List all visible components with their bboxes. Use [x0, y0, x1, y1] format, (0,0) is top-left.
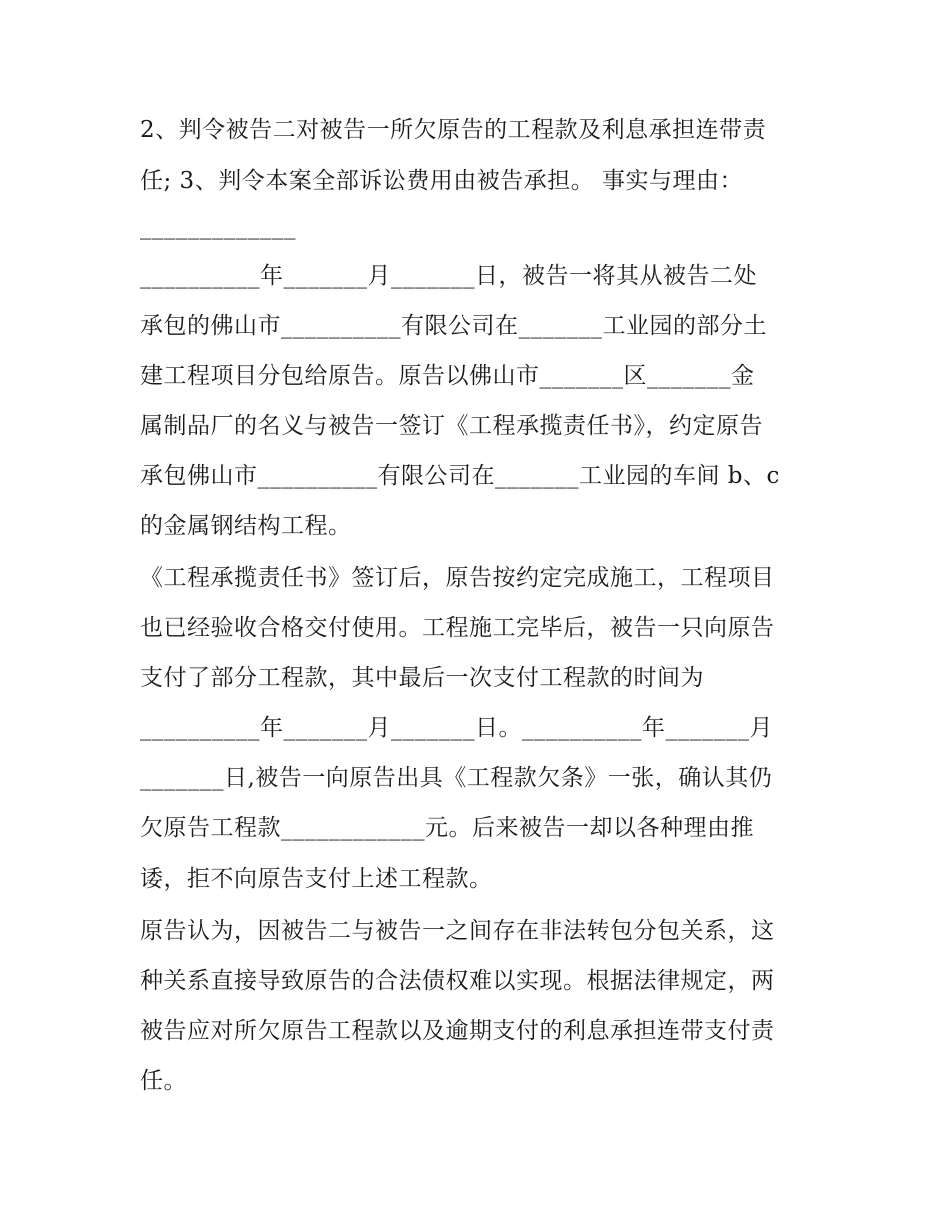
text-line: 欠原告工程款____________元。后来被告一却以各种理由推	[140, 815, 754, 841]
text-line: 的金属钢结构工程。	[140, 513, 352, 539]
text-line: 承包佛山市__________有限公司在_______工业园的车间 b、c	[140, 463, 780, 489]
text-line: 《工程承揽责任书》签订后，原告按约定完成施工，工程项目	[140, 565, 775, 591]
text-line: 属制品厂的名义与被告一签订《工程承揽责任书》，约定原告	[140, 413, 763, 439]
text-line: 任; 3、判令本案全部诉讼费用由被告承担。 事实与理由：	[140, 168, 744, 194]
text-line: 原告认为，因被告二与被告一之间存在非法转包分包关系，这	[140, 918, 775, 944]
text-line: 承包的佛山市__________有限公司在_______工业园的部分土	[140, 313, 767, 339]
blank-line: _____________	[140, 214, 296, 240]
text-line: 被告应对所欠原告工程款以及逾期支付的利息承担连带支付责	[140, 1018, 775, 1044]
text-line: 建工程项目分包给原告。原告以佛山市_______区_______金	[140, 363, 755, 389]
text-line: __________年_______月_______日。__________年_______月	[140, 715, 773, 741]
text-line: 支付了部分工程款，其中最后一次支付工程款的时间为	[140, 665, 704, 691]
text-line: 诿，拒不向原告支付上述工程款。	[140, 866, 493, 892]
text-line: 种关系直接导致原告的合法债权难以实现。根据法律规定，两	[140, 968, 775, 994]
text-line: 任。	[140, 1068, 187, 1094]
text-line: 2、判令被告二对被告一所欠原告的工程款及利息承担连带责	[140, 117, 767, 143]
text-line: __________年_______月_______日，被告一将其从被告二处	[140, 263, 757, 289]
text-line: _______日,被告一向原告出具《工程款欠条》一张，确认其仍	[140, 765, 773, 791]
text-line: 也已经验收合格交付使用。工程施工完毕后，被告一只向原告	[140, 615, 775, 641]
